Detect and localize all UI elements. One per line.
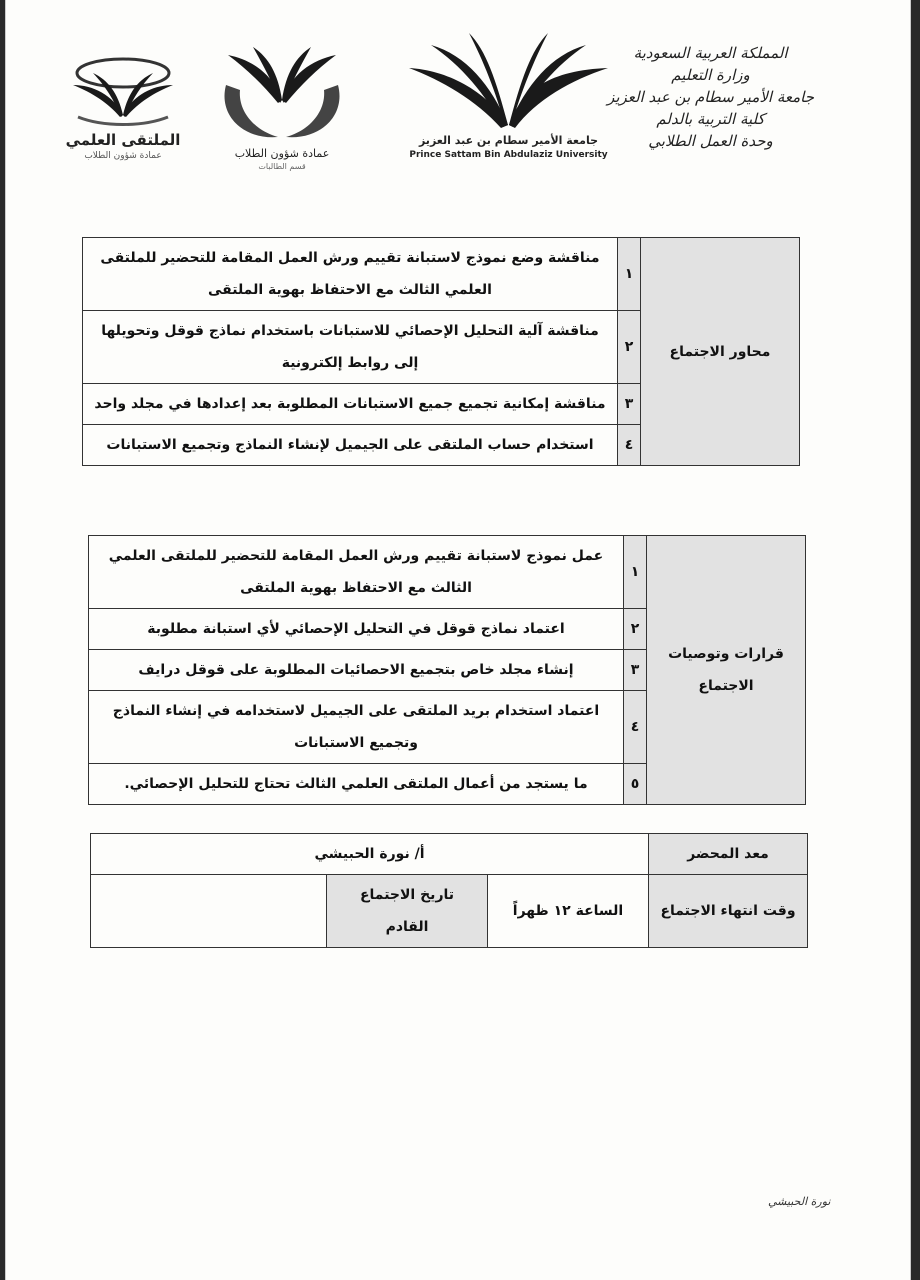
prepared-by-value: أ/ نورة الحبيشي [91,834,649,875]
university-logo-mark [401,30,616,130]
next-meeting-value [91,875,327,948]
row-number: ٤ [624,691,647,764]
decision-item: إنشاء مجلد خاص بتجميع الاحصائيات المطلوبة على قوقل درايف [89,650,624,691]
topic-item: استخدام حساب الملتقى على الجيميل لإنشاء النماذج وتجميع الاستبانات [83,425,618,466]
table-row [91,834,808,875]
institution-header [607,42,814,152]
decisions-label: قرارات وتوصيات الاجتماع [647,536,806,805]
prepared-by-label: معد المحضر [649,834,808,875]
university-logo-english: Prince Sattam Bin Abdulaziz University [409,150,608,160]
topic-item: مناقشة وضع نموذج لاستبانة تقييم ورش العمل المقامة للتحضير للملتقى العلمي الثالث مع الاحتفاظ بهوية الملتقى [83,238,618,311]
student-affairs-logo-sub: قسم الطالبات [258,162,306,171]
university-logo [401,30,616,165]
topic-item: مناقشة إمكانية تجميع جميع الاستبانات المطلوبة بعد إعدادها في مجلد واحد [83,384,618,425]
decision-item: ما يستجد من أعمال الملتقى العلمي الثالث تحتاج للتحليل الإحصائي. [89,764,624,805]
student-affairs-logo [218,45,346,175]
row-number: ٢ [624,609,647,650]
end-time-label: وقت انتهاء الاجتماع [649,875,808,948]
header-line-2: وزارة التعليم [671,66,750,84]
table-row [91,875,808,948]
header-line-1: المملكة العربية السعودية [633,44,788,62]
scientific-forum-logo [48,55,198,170]
document-page [6,0,910,1280]
row-number: ٤ [618,425,641,466]
end-time-value: الساعة ١٢ ظهراً [488,875,649,948]
decision-item: اعتماد استخدام بريد الملتقى على الجيميل لاستخدامه في إنشاء النماذج وتجميع الاستبانات [89,691,624,764]
scientific-forum-logo-title: الملتقى العلمي [65,131,181,149]
row-number: ١ [624,536,647,609]
header-line-5: وحدة العمل الطلابي [648,132,773,150]
row-number: ٥ [624,764,647,805]
university-logo-arabic: جامعة الأمير سطام بن عبد العزيز [418,134,599,147]
row-number: ٣ [624,650,647,691]
table-row [89,536,806,609]
scientific-forum-logo-sub: عمادة شؤون الطلاب [84,151,162,161]
scientific-forum-logo-mark [48,55,198,130]
header-line-4: كلية التربية بالدلم [656,110,765,128]
meeting-topics-table [82,237,800,466]
row-number: ٣ [618,384,641,425]
topic-item: مناقشة آلية التحليل الإحصائي للاستبانات باستخدام نماذج قوقل وتحويلها إلى روابط إلكترونية [83,311,618,384]
table-row [83,238,800,311]
header-line-3: جامعة الأمير سطام بن عبد العزيز [607,88,814,106]
meeting-topics-label: محاور الاجتماع [641,238,800,466]
decision-item: عمل نموذج لاستبانة تقييم ورش العمل المقامة للتحضير للملتقى العلمي الثالث مع الاحتفاظ بهوية الملتقى [89,536,624,609]
row-number: ٢ [618,311,641,384]
row-number: ١ [618,238,641,311]
decisions-table [88,535,806,805]
signature: نورة الحبيشي [768,1195,831,1208]
student-affairs-logo-caption: عمادة شؤون الطلاب [234,147,330,160]
decision-item: اعتماد نماذج قوقل في التحليل الإحصائي لأي استبانة مطلوبة [89,609,624,650]
minutes-info-table [90,833,808,948]
student-affairs-logo-mark [218,45,346,145]
next-meeting-label: تاريخ الاجتماع القادم [327,875,488,948]
